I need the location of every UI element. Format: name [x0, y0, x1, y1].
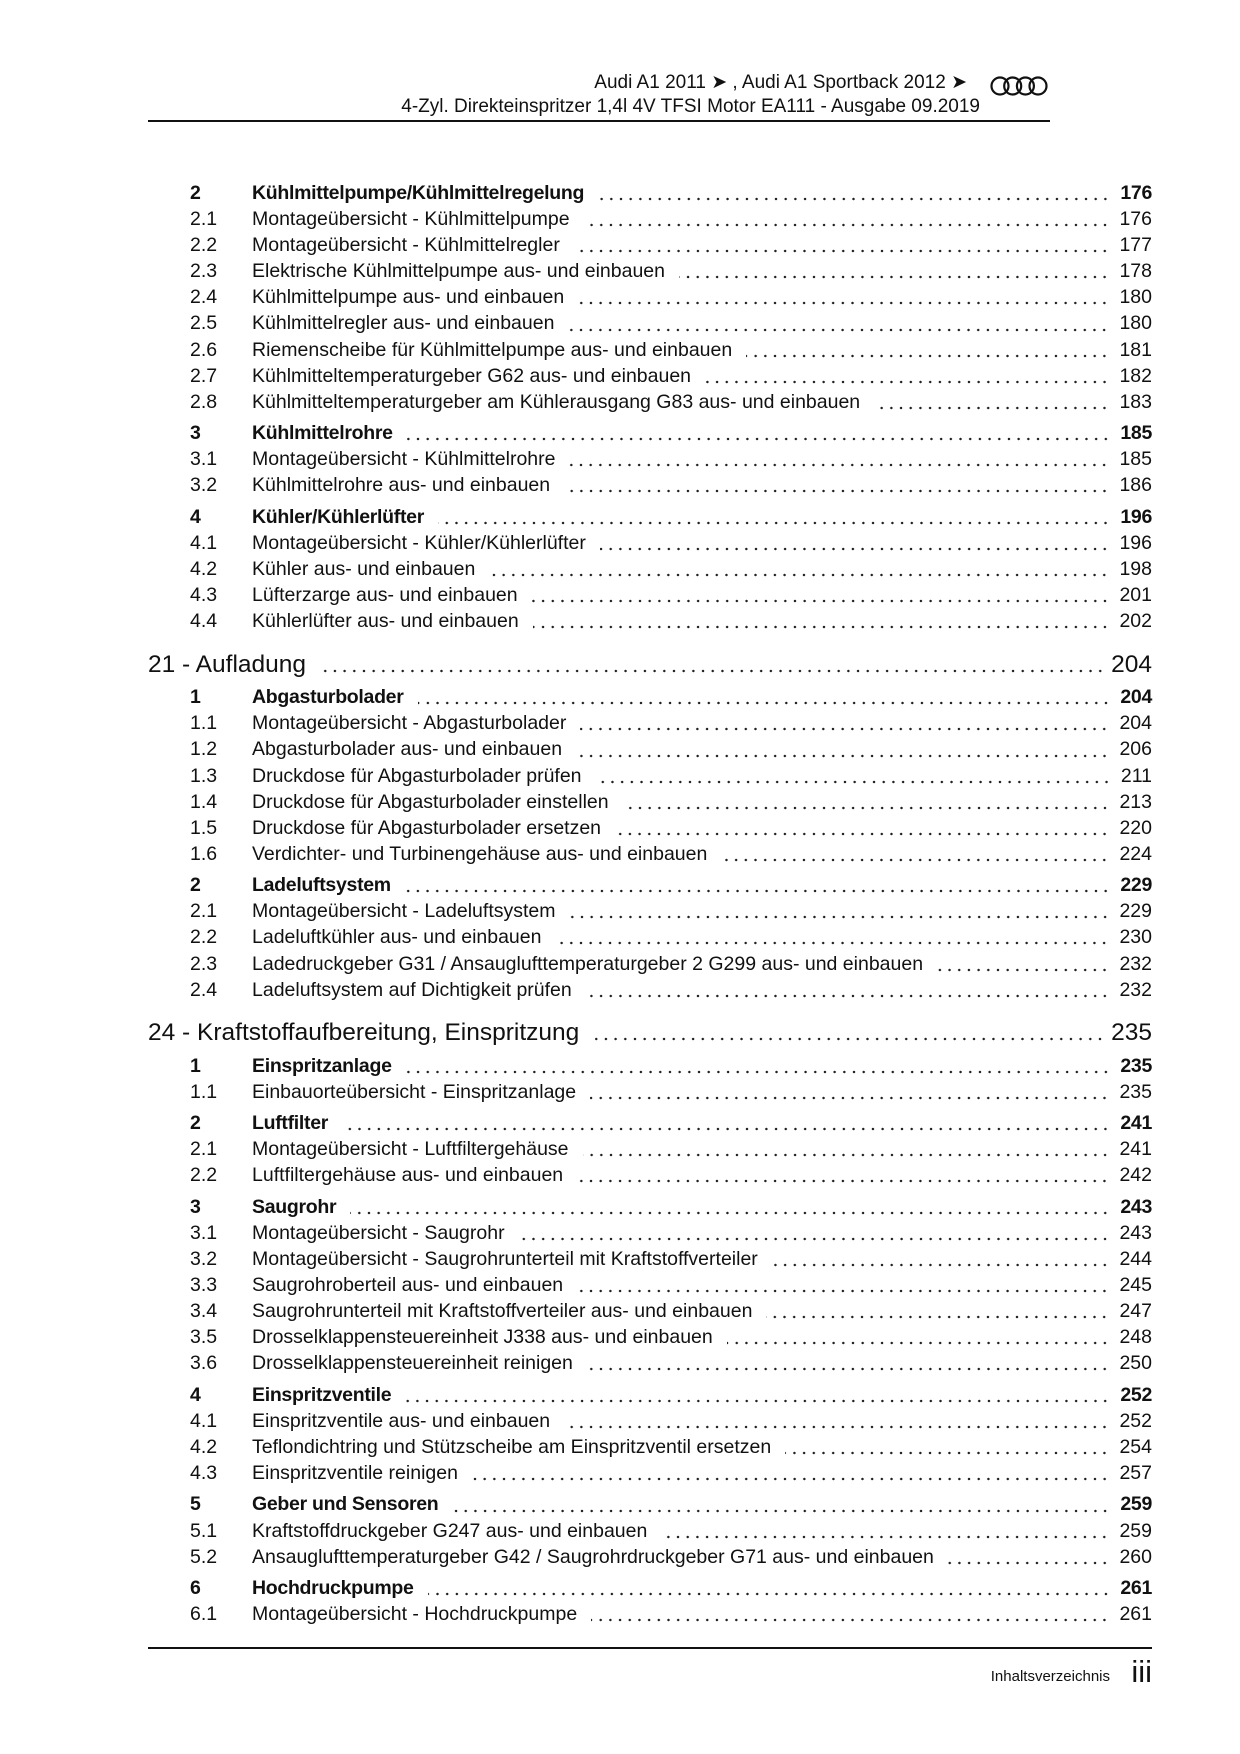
toc-title: Montageübersicht - Ladeluftsystem: [252, 900, 556, 923]
toc-page: 230: [1119, 926, 1152, 949]
toc-page: 259: [1120, 1493, 1152, 1516]
toc-entry[interactable]: [148, 789, 1152, 815]
toc-number: 3.1: [190, 448, 218, 471]
toc-title: Kühlmittelpumpe aus- und einbauen: [252, 286, 565, 309]
dot-leader: [564, 1424, 1109, 1430]
toc-number: 1.1: [190, 712, 218, 735]
toc-number: 2.3: [190, 260, 218, 283]
dot-leader: [661, 1534, 1109, 1540]
header-engine-edition: 4-Zyl. Direkteinspritzer 1,4l 4V TFSI Motor EA111 - Ausgabe 09.2019: [401, 96, 980, 117]
dot-leader: [746, 353, 1109, 359]
toc-number: 3.4: [190, 1300, 218, 1323]
dot-leader: [721, 857, 1109, 863]
toc-number: 1.6: [190, 842, 218, 865]
toc-number: 1: [190, 686, 201, 709]
dot-leader: [428, 1591, 1111, 1597]
dot-leader: [948, 1560, 1110, 1566]
toc-number: 4.2: [190, 1435, 218, 1458]
toc-page: 235: [1120, 1054, 1152, 1077]
footer-divider: [148, 1647, 1152, 1649]
toc-page: 229: [1120, 874, 1152, 897]
toc-title: Kraftstoffdruckgeber G247 aus- und einbauen: [252, 1519, 648, 1542]
toc-page: 260: [1119, 1545, 1152, 1568]
toc-page: 204: [1119, 712, 1152, 735]
toc-title: Montageübersicht - Abgasturbolader: [252, 712, 567, 735]
toc-title: Verdichter- und Turbinengehäuse aus- und einbauen: [252, 842, 708, 865]
toc-section[interactable]: [148, 1382, 1152, 1408]
toc-title: Abgasturbolader: [252, 686, 404, 709]
toc-page: 202: [1119, 610, 1152, 633]
toc-section[interactable]: [148, 420, 1152, 446]
header-vehicle-models: Audi A1 2011 ➤ , Audi A1 Sportback 2012 ➤: [594, 72, 967, 93]
dot-leader: [577, 1178, 1109, 1184]
dot-leader: [583, 1152, 1110, 1158]
toc-title: Luftfilter: [252, 1112, 329, 1135]
toc-number: 3.3: [190, 1274, 218, 1297]
toc-number: 3.2: [190, 474, 218, 497]
dot-leader: [586, 993, 1110, 999]
dot-leader: [600, 546, 1110, 552]
toc-title: Luftfiltergehäuse aus- und einbauen: [252, 1164, 564, 1187]
toc-entry[interactable]: [148, 258, 1152, 284]
toc-entry[interactable]: [148, 1298, 1152, 1324]
toc-entry[interactable]: [148, 1518, 1152, 1544]
toc-title: Ladedruckgeber G31 / Ansauglufttemperaturgeber 2 G299 aus- und einbauen: [252, 952, 924, 975]
toc-number: 3.6: [190, 1352, 218, 1375]
toc-title: Einspritzanlage: [252, 1054, 392, 1077]
toc-title: Montageübersicht - Hochdruckpumpe: [252, 1603, 578, 1626]
toc-page: 252: [1119, 1409, 1152, 1432]
dot-leader: [772, 1262, 1110, 1268]
toc-number: 2.8: [190, 390, 218, 413]
toc-page: 261: [1119, 1603, 1152, 1626]
dot-leader: [727, 1340, 1110, 1346]
toc-number: 3.1: [190, 1221, 218, 1244]
toc-entry[interactable]: [148, 710, 1152, 736]
dot-leader: [590, 1095, 1109, 1101]
toc-title: Montageübersicht - Kühlmittelpumpe: [252, 208, 570, 231]
toc-page: 176: [1119, 208, 1152, 231]
toc-entry[interactable]: [148, 337, 1152, 363]
toc-title: Montageübersicht - Saugrohrunterteil mit Kraftstoffverteiler: [252, 1248, 758, 1271]
toc-title: Druckdose für Abgasturbolader einstellen: [252, 790, 609, 813]
toc-page: 247: [1119, 1300, 1152, 1323]
toc-title: Montageübersicht - Luftfiltergehäuse: [252, 1138, 569, 1161]
dot-leader: [322, 668, 1105, 674]
toc-title: Hochdruckpumpe: [252, 1577, 414, 1600]
toc-page: 176: [1120, 182, 1152, 204]
toc-section[interactable]: [148, 1053, 1152, 1079]
toc-title: Kühler aus- und einbauen: [252, 557, 476, 580]
toc-title: Druckdose für Abgasturbolader prüfen: [252, 764, 582, 787]
toc-title: Druckdose für Abgasturbolader ersetzen: [252, 816, 602, 839]
dot-leader: [555, 940, 1109, 946]
toc-page: 182: [1119, 364, 1152, 387]
toc-title: 21 - Aufladung: [148, 650, 307, 678]
toc-title: Ladeluftkühler aus- und einbauen: [252, 926, 542, 949]
toc-number: 4.1: [190, 1409, 218, 1432]
toc-entry[interactable]: [148, 472, 1152, 498]
toc-number: 2.2: [190, 1164, 218, 1187]
toc-number: 2.4: [190, 978, 218, 1001]
toc-number: 2.1: [190, 1138, 218, 1161]
dot-leader: [568, 327, 1109, 333]
toc-entry[interactable]: [148, 1324, 1152, 1350]
toc-page: 181: [1119, 338, 1152, 361]
toc-number: 1.1: [190, 1080, 218, 1103]
toc-number: 2.1: [190, 900, 218, 923]
toc-page: 186: [1119, 474, 1152, 497]
toc-page: 213: [1119, 790, 1152, 813]
toc-section[interactable]: [148, 1491, 1152, 1517]
toc-entry[interactable]: [148, 1246, 1152, 1272]
table-of-contents: [148, 180, 1152, 1627]
toc-page: 220: [1119, 816, 1152, 839]
toc-entry[interactable]: [148, 898, 1152, 924]
dot-leader: [580, 726, 1109, 732]
toc-entry[interactable]: [148, 977, 1152, 1003]
toc-section[interactable]: [148, 1194, 1152, 1220]
dot-leader: [785, 1450, 1109, 1456]
toc-page: 177: [1119, 234, 1152, 257]
toc-section[interactable]: [148, 504, 1152, 530]
toc-page: 250: [1119, 1352, 1152, 1375]
toc-entry[interactable]: [148, 284, 1152, 310]
dot-leader: [532, 598, 1110, 604]
toc-number: 5.2: [190, 1545, 218, 1568]
toc-page: 259: [1119, 1519, 1152, 1542]
toc-page: 198: [1119, 557, 1152, 580]
toc-number: 3.2: [190, 1248, 218, 1271]
toc-entry[interactable]: [148, 1220, 1152, 1246]
toc-page: 211: [1120, 764, 1152, 787]
toc-title: Saugrohrunterteil mit Kraftstoffverteiler aus- und einbauen: [252, 1300, 753, 1323]
toc-number: 4.3: [190, 584, 218, 606]
toc-entry[interactable]: [148, 736, 1152, 762]
toc-page: 180: [1119, 312, 1152, 335]
toc-entry[interactable]: [148, 446, 1152, 472]
toc-number: 2.7: [190, 364, 218, 387]
footer-section-label: Inhaltsverzeichnis: [990, 1668, 1110, 1685]
toc-title: 24 - Kraftstoffaufbereitung, Einspritzung: [148, 1019, 580, 1047]
toc-entry[interactable]: [148, 1460, 1152, 1486]
toc-entry[interactable]: [148, 389, 1152, 415]
toc-number: 6: [190, 1577, 201, 1600]
toc-page: 201: [1119, 584, 1152, 606]
toc-entry[interactable]: [148, 1601, 1152, 1627]
dot-leader: [405, 1398, 1110, 1404]
toc-title: Montageübersicht - Kühlmittelrohre: [252, 448, 556, 471]
toc-page: 185: [1119, 448, 1152, 471]
toc-page: 242: [1119, 1164, 1152, 1187]
toc-page: 232: [1119, 978, 1152, 1001]
toc-number: 2.2: [190, 234, 218, 257]
toc-title: Lüfterzarge aus- und einbauen: [252, 584, 518, 606]
dot-leader: [615, 831, 1109, 837]
toc-page: 224: [1119, 842, 1152, 865]
dot-leader: [452, 1508, 1110, 1514]
toc-number: 2.5: [190, 312, 218, 335]
toc-number: 2.1: [190, 208, 218, 231]
toc-page: 244: [1119, 1248, 1152, 1271]
dot-leader: [472, 1476, 1110, 1482]
toc-entry[interactable]: [148, 363, 1152, 389]
toc-entry[interactable]: [148, 1272, 1152, 1298]
dot-leader: [407, 436, 1111, 442]
toc-number: 3: [190, 1195, 201, 1218]
toc-title: Geber und Sensoren: [252, 1493, 439, 1516]
dot-leader: [576, 753, 1109, 759]
toc-page: 204: [1111, 650, 1152, 678]
toc-section[interactable]: [148, 180, 1152, 206]
toc-title: Abgasturbolader aus- und einbauen: [252, 738, 563, 761]
dot-leader: [519, 1236, 1110, 1242]
toc-page: 206: [1119, 738, 1152, 761]
toc-title: Teflondichtring und Stützscheibe am Einspritzventil ersetzen: [252, 1435, 772, 1458]
toc-page: 185: [1120, 422, 1152, 445]
toc-page: 204: [1120, 686, 1152, 709]
toc-entry[interactable]: [148, 763, 1152, 789]
dot-leader: [564, 488, 1109, 494]
dot-leader: [584, 222, 1110, 228]
toc-page: 196: [1119, 531, 1152, 554]
toc-page: 252: [1120, 1383, 1152, 1406]
toc-page: 241: [1119, 1138, 1152, 1161]
toc-number: 5.1: [190, 1519, 218, 1542]
dot-leader: [577, 1288, 1109, 1294]
toc-number: 2.4: [190, 286, 218, 309]
toc-title: Elektrische Kühlmittelpumpe aus- und einbauen: [252, 260, 665, 283]
toc-number: 4.3: [190, 1462, 218, 1485]
toc-entry[interactable]: [148, 1136, 1152, 1162]
toc-number: 4.4: [190, 610, 218, 633]
toc-page: 261: [1120, 1577, 1152, 1600]
dot-leader: [489, 572, 1109, 578]
dot-leader: [679, 274, 1109, 280]
footer-page-number: iii: [1131, 1654, 1152, 1689]
toc-entry[interactable]: [148, 310, 1152, 336]
dot-leader: [569, 462, 1109, 468]
dot-leader: [406, 1069, 1111, 1075]
toc-number: 1.2: [190, 738, 218, 761]
toc-entry[interactable]: [148, 1408, 1152, 1434]
toc-entry[interactable]: [148, 1162, 1152, 1188]
toc-page: 245: [1119, 1274, 1152, 1297]
toc-page: 241: [1120, 1112, 1152, 1135]
toc-number: 1: [190, 1054, 201, 1077]
toc-title: Ladeluftsystem auf Dichtigkeit prüfen: [252, 978, 572, 1001]
dot-leader: [595, 1036, 1105, 1042]
dot-leader: [438, 520, 1110, 526]
dot-leader: [574, 248, 1110, 254]
dot-leader: [937, 967, 1109, 973]
toc-entry[interactable]: [148, 556, 1152, 582]
toc-entry[interactable]: [148, 608, 1152, 634]
dot-leader: [350, 1210, 1110, 1216]
toc-title: Kühlmitteltemperaturgeber G62 aus- und einbauen: [252, 364, 692, 387]
dot-leader: [405, 888, 1111, 894]
toc-title: Montageübersicht - Kühlmittelregler: [252, 234, 560, 257]
toc-title: Drosselklappensteuereinheit J338 aus- und einbauen: [252, 1326, 713, 1349]
toc-title: Kühlerlüfter aus- und einbauen: [252, 610, 519, 633]
dot-leader: [874, 405, 1109, 411]
toc-title: Riemenscheibe für Kühlmittelpumpe aus- und einbauen: [252, 338, 733, 361]
toc-number: 1.4: [190, 790, 218, 813]
dot-leader: [705, 379, 1109, 385]
dot-leader: [342, 1126, 1110, 1132]
toc-number: 2: [190, 182, 201, 204]
toc-chapter[interactable]: [148, 1020, 1152, 1046]
dot-leader: [570, 914, 1110, 920]
toc-page: 180: [1119, 286, 1152, 309]
toc-section[interactable]: [148, 872, 1152, 898]
dot-leader: [587, 1366, 1110, 1372]
dot-leader: [418, 700, 1111, 706]
toc-page: 243: [1119, 1221, 1152, 1244]
toc-entry[interactable]: [148, 1350, 1152, 1376]
header-divider: [148, 120, 1050, 122]
toc-title: Einspritzventile aus- und einbauen: [252, 1409, 551, 1432]
toc-title: Kühlmittelregler aus- und einbauen: [252, 312, 555, 335]
toc-page: 183: [1119, 390, 1152, 413]
toc-number: 4.1: [190, 531, 218, 554]
toc-title: Saugrohr: [252, 1195, 337, 1218]
dot-leader: [578, 300, 1109, 306]
toc-number: 2.6: [190, 338, 218, 361]
toc-page: 196: [1120, 505, 1152, 528]
toc-page: 243: [1120, 1195, 1152, 1218]
toc-number: 6.1: [190, 1603, 218, 1626]
toc-entry[interactable]: [148, 1544, 1152, 1570]
toc-page: 254: [1119, 1435, 1152, 1458]
toc-entry[interactable]: [148, 1079, 1152, 1105]
toc-entry[interactable]: [148, 1434, 1152, 1460]
toc-title: Kühlmittelrohre aus- und einbauen: [252, 474, 551, 497]
toc-section[interactable]: [148, 1575, 1152, 1601]
toc-number: 2.2: [190, 926, 218, 949]
toc-page: 178: [1119, 260, 1152, 283]
toc-section[interactable]: [148, 1110, 1152, 1136]
toc-number: 4: [190, 1383, 201, 1406]
toc-number: 4.2: [190, 557, 218, 580]
audi-rings-logo-icon: [990, 75, 1048, 97]
toc-page: 248: [1119, 1326, 1152, 1349]
toc-page: 257: [1119, 1462, 1152, 1485]
toc-number: 1.5: [190, 816, 218, 839]
toc-title: Saugrohroberteil aus- und einbauen: [252, 1274, 564, 1297]
toc-title: Ansauglufttemperaturgeber G42 / Saugrohrdruckgeber G71 aus- und einbauen: [252, 1545, 934, 1568]
toc-entry[interactable]: [148, 530, 1152, 556]
toc-title: Kühlmitteltemperaturgeber am Kühlerausgang G83 aus- und einbauen: [252, 390, 861, 413]
toc-number: 3: [190, 422, 201, 445]
toc-page: 229: [1119, 900, 1152, 923]
toc-number: 3.5: [190, 1326, 218, 1349]
toc-number: 2: [190, 874, 201, 897]
dot-leader: [596, 779, 1111, 785]
toc-entry[interactable]: [148, 206, 1152, 232]
dot-leader: [623, 805, 1110, 811]
toc-title: Kühlmittelpumpe/Kühlmittelregelung: [252, 182, 585, 204]
toc-number: 2.3: [190, 952, 218, 975]
toc-entry[interactable]: [148, 232, 1152, 258]
toc-title: Einspritzventile: [252, 1383, 392, 1406]
toc-title: Einspritzventile reinigen: [252, 1462, 458, 1485]
toc-number: 1.3: [190, 764, 218, 787]
toc-entry[interactable]: [148, 924, 1152, 950]
toc-entry[interactable]: [148, 841, 1152, 867]
toc-entry[interactable]: [148, 815, 1152, 841]
toc-page: 235: [1111, 1019, 1152, 1047]
toc-section[interactable]: [148, 684, 1152, 710]
toc-entry[interactable]: [148, 582, 1152, 608]
dot-leader: [533, 624, 1110, 630]
toc-chapter[interactable]: [148, 652, 1152, 678]
toc-page: 235: [1119, 1080, 1152, 1103]
toc-title: Einbauorteübersicht - Einspritzanlage: [252, 1080, 577, 1103]
toc-title: Kühlmittelrohre: [252, 422, 393, 445]
toc-title: Kühler/Kühlerlüfter: [252, 505, 424, 528]
toc-page: 232: [1119, 952, 1152, 975]
dot-leader: [591, 1617, 1109, 1623]
toc-title: Montageübersicht - Saugrohr: [252, 1221, 505, 1244]
toc-number: 4: [190, 505, 201, 528]
toc-title: Ladeluftsystem: [252, 874, 391, 897]
toc-title: Montageübersicht - Kühler/Kühlerlüfter: [252, 531, 586, 554]
toc-number: 2: [190, 1112, 201, 1135]
toc-entry[interactable]: [148, 951, 1152, 977]
toc-number: 5: [190, 1493, 201, 1516]
dot-leader: [766, 1314, 1109, 1320]
dot-leader: [598, 196, 1110, 202]
toc-title: Drosselklappensteuereinheit reinigen: [252, 1352, 573, 1375]
